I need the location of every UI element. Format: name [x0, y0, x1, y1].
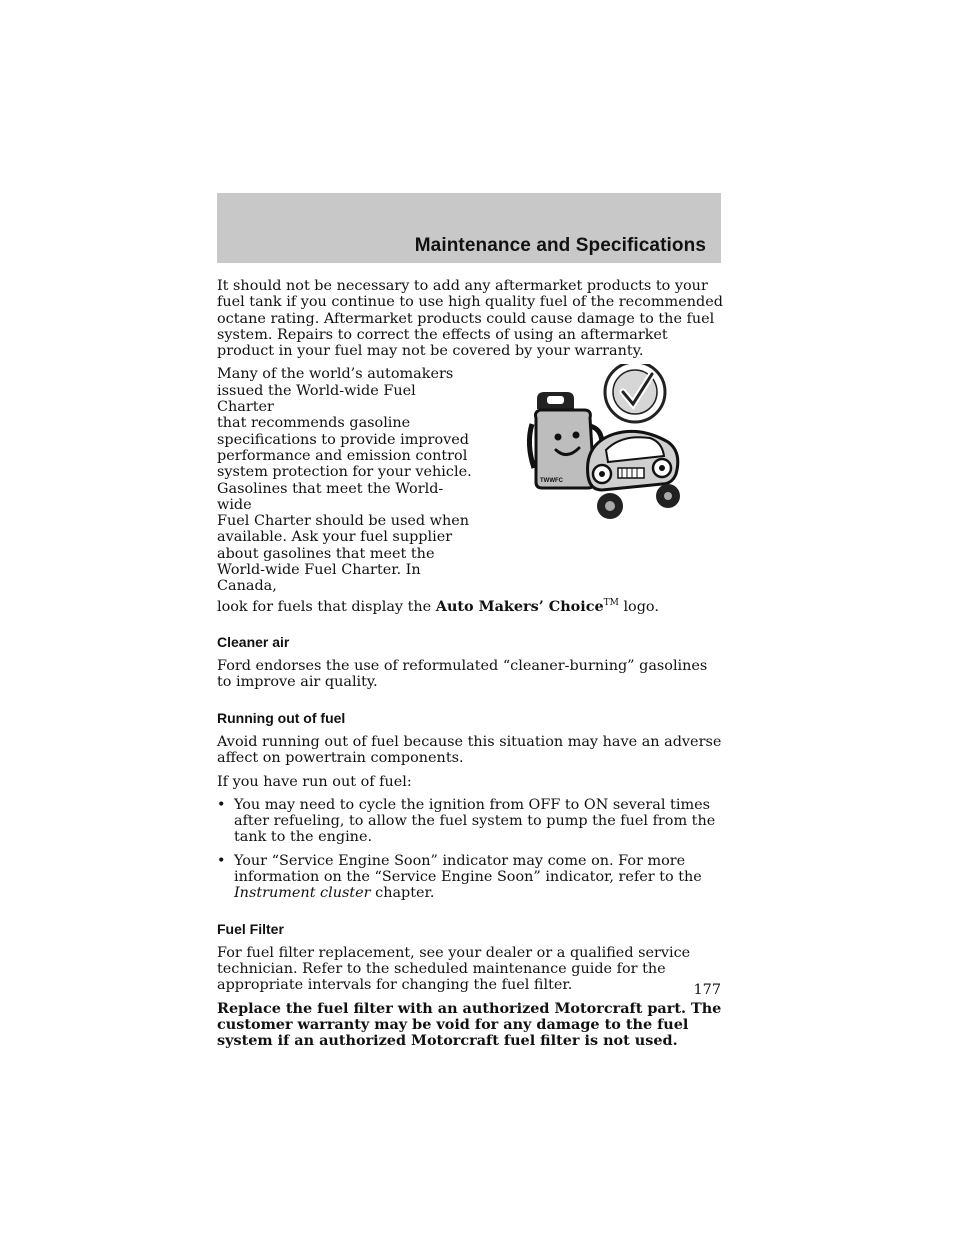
- page-title: Maintenance and Specifications: [414, 235, 706, 256]
- list-item: • You may need to cycle the ignition from OFF to ON several times after refueling, to allow the fuel system to pump the fuel from the tank to the engine.: [217, 796, 716, 846]
- page-content: [217, 278, 723, 1057]
- run-out-list: [217, 797, 723, 902]
- page-number: 177: [693, 982, 721, 998]
- heading-fuel-filter: Fuel Filter: [217, 920, 284, 937]
- fuel-charter-block: [217, 366, 723, 614]
- trademark-mark: TM: [603, 597, 619, 608]
- fuel-charter-paragraph: Many of the world’s automakers issued the World-wide Fuel Charter that recommends gasoline specifications to provide improved performance and emission control system protection for your vehicle. Gasolines that meet the World-wide Fuel Charter should be used when available. Ask your fuel supplier about gasolines that meet the World-wide Fuel Charter. In Canada,: [217, 366, 472, 595]
- auto-makers-choice-logo: [522, 364, 682, 524]
- list-item: • Your “Service Engine Soon” indicator may come on. For more information on the “Service Engine Soon” indicator, refer to the Instrument cluster chapter.: [217, 852, 702, 902]
- cleaner-air-text: Ford endorses the use of reformulated “cleaner-burning” gasolines to improve air quality.: [217, 658, 708, 691]
- instrument-cluster-reference: Instrument cluster: [234, 885, 371, 902]
- running-out-text: Avoid running out of fuel because this situation may have an adverse affect on powertrain components.: [217, 733, 722, 767]
- intro-paragraph: It should not be necessary to add any aftermarket products to your fuel tank if you continue to use high quality fuel of the recommended octane rating. Aftermarket products could cause damage to the fuel system. Repairs to correct the effects of using an aftermarket product in your fuel may not be covered by your warranty.: [217, 278, 723, 360]
- heading-running-out-of-fuel: Running out of fuel: [217, 709, 346, 726]
- fuel-filter-warning: Replace the fuel filter with an authorized Motorcraft part. The customer warranty may be void for any damage to the fuel system if an authorized Motorcraft fuel filter is not used.: [217, 999, 722, 1050]
- section-header-bar: [217, 193, 721, 263]
- heading-cleaner-air: Cleaner air: [217, 633, 290, 650]
- run-out-intro: If you have run out of fuel:: [217, 773, 412, 790]
- pump-label: TWWFC: [540, 478, 563, 485]
- bullet-icon: •: [217, 796, 226, 813]
- auto-makers-choice-term: Auto Makers’ Choice: [435, 597, 604, 615]
- fuel-filter-text: For fuel filter replacement, see your dealer or a qualified service technician. Refer to the scheduled maintenance guide for the appropriate intervals for changing the fuel filter.: [217, 944, 691, 994]
- bullet-icon: •: [217, 852, 226, 869]
- fuel-pump-and-car-illustration: [522, 364, 682, 524]
- fuel-charter-last-line: look for fuels that display the Auto Makers’ Choice™ logo.: [217, 597, 659, 615]
